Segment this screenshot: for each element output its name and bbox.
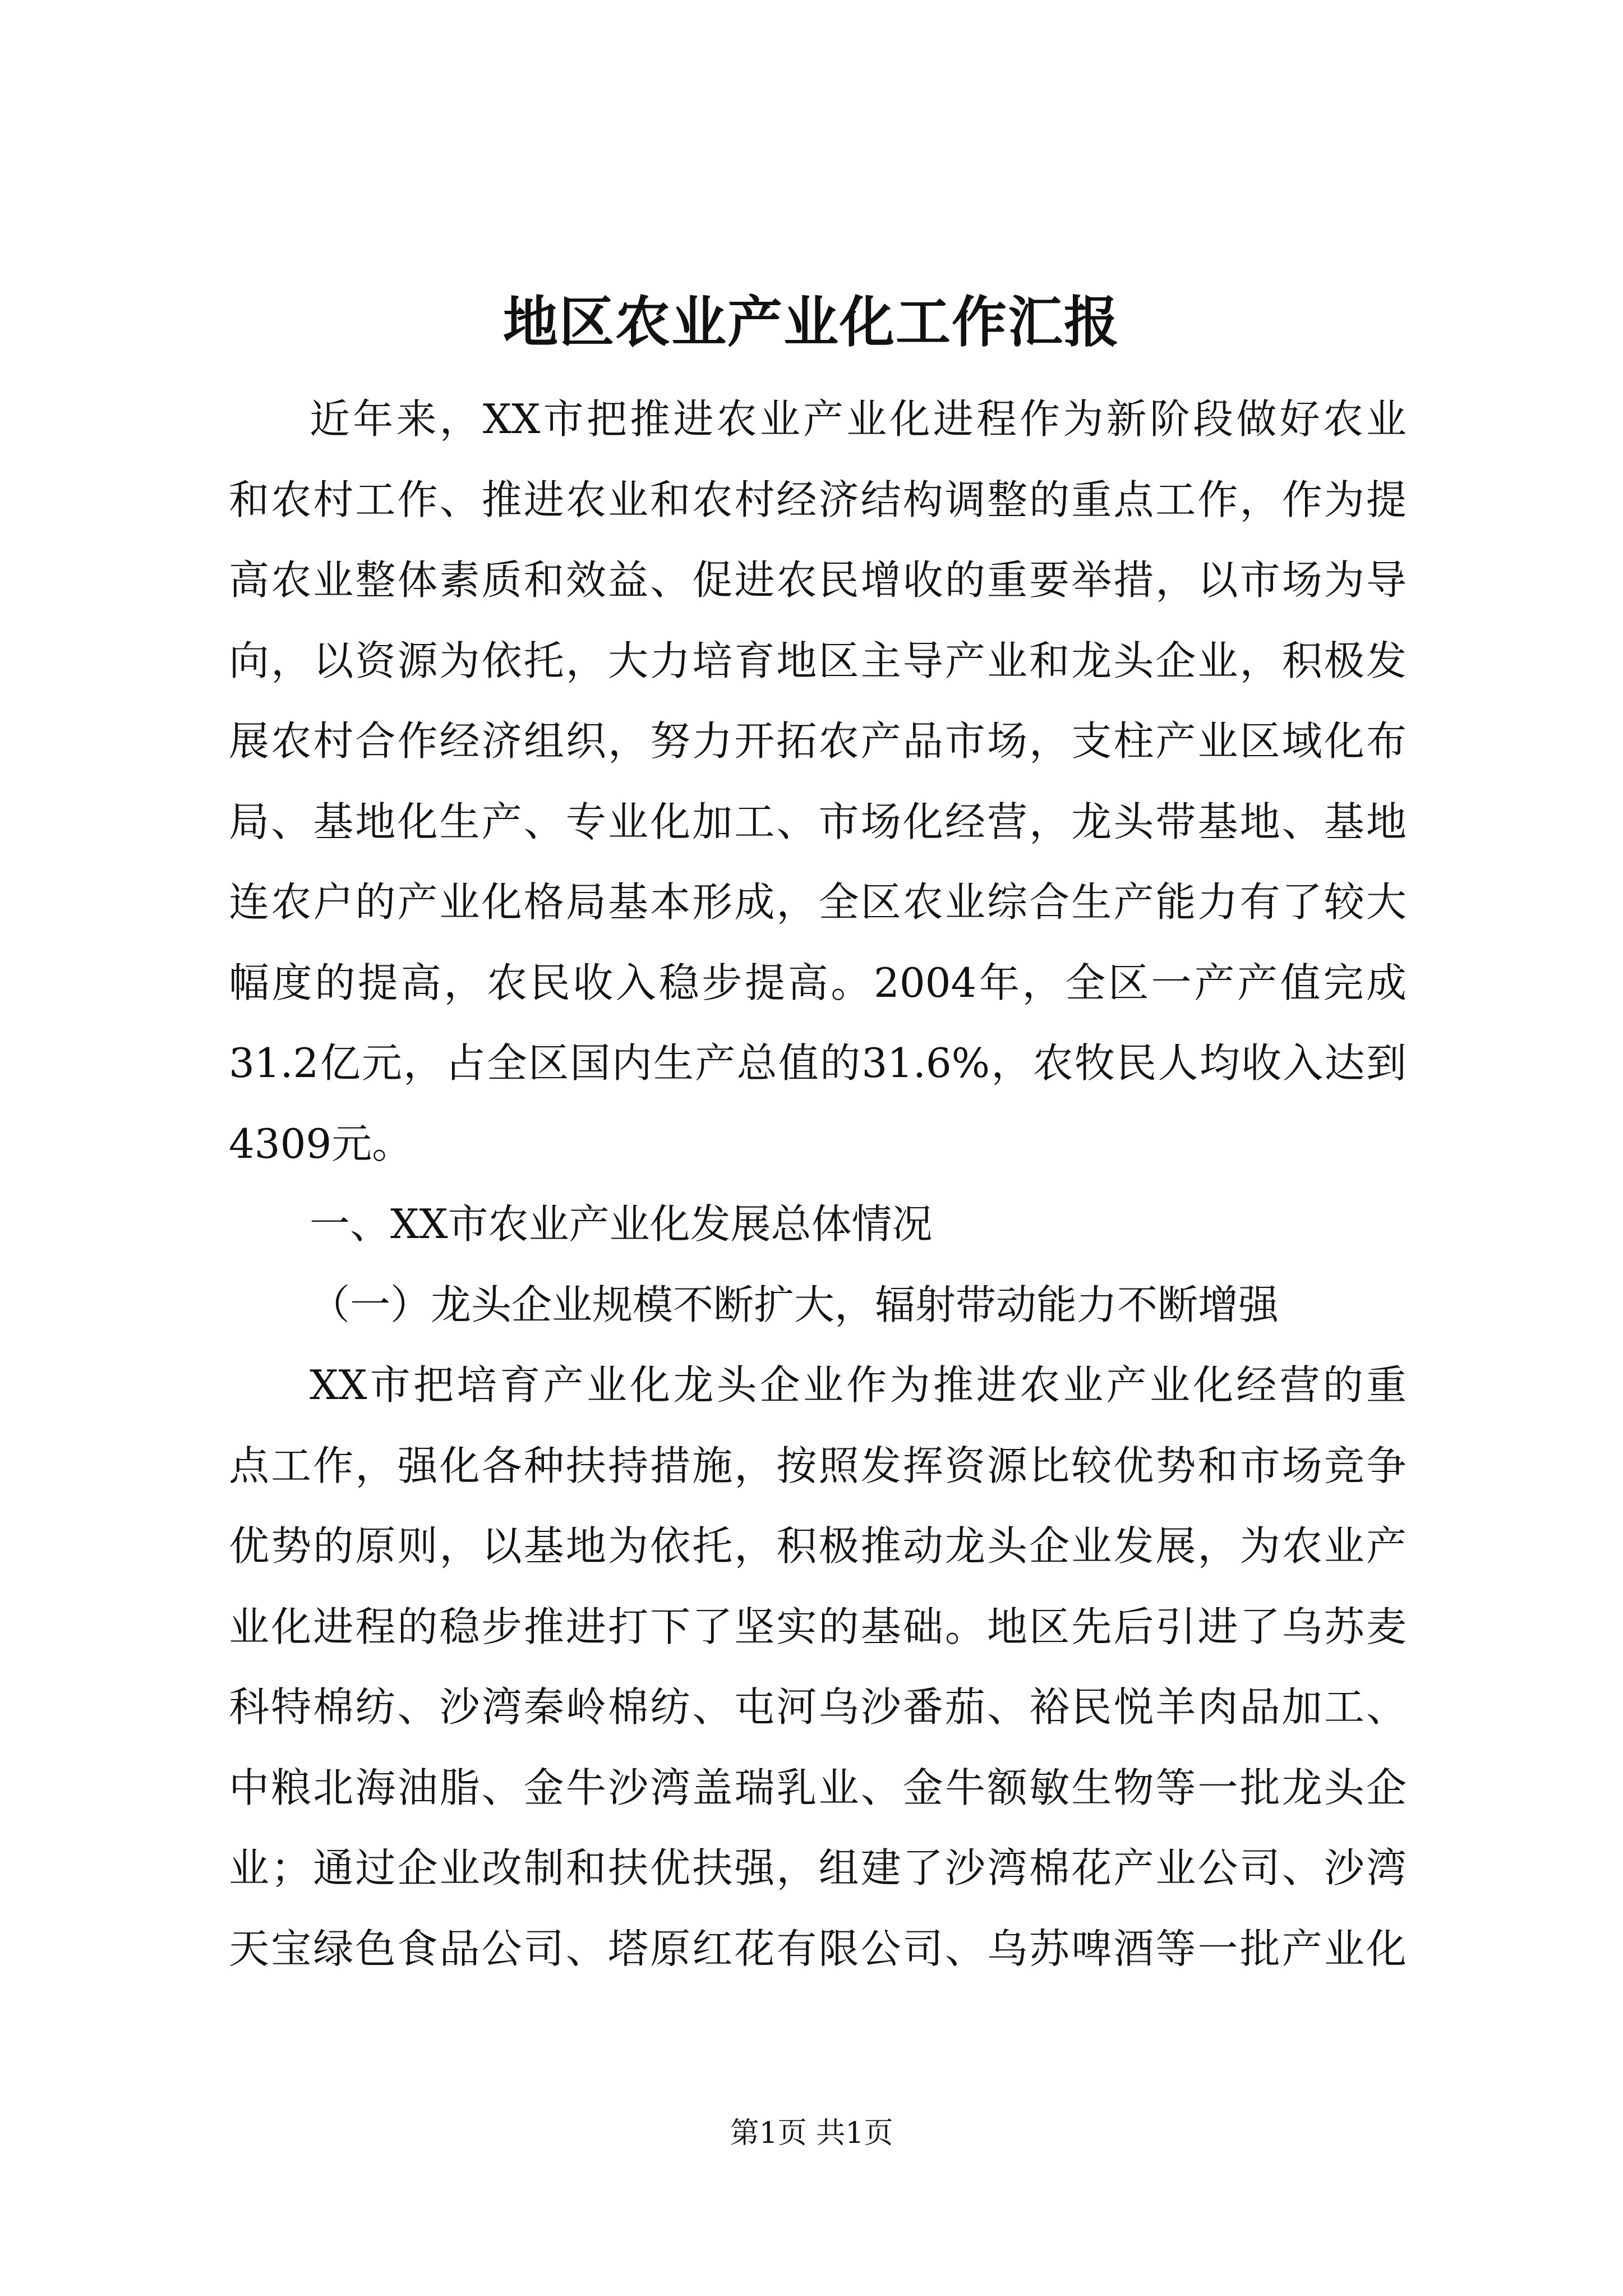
paragraph-line: 优势的原则，以基地为依托，积极推动龙头企业发展，为农业产: [229, 1522, 1407, 1570]
paragraph-line: 连农户的产业化格局基本形成，全区农业综合生产能力有了较大: [229, 878, 1407, 926]
paragraph-line: 业化进程的稳步推进打下了坚实的基础。地区先后引进了乌苏麦: [229, 1603, 1407, 1650]
paragraph-line: 天宝绿色食品公司、塔原红花有限公司、乌苏啤酒等一批产业化: [229, 1925, 1407, 1972]
paragraph-line: XX市把培育产业化龙头企业作为推进农业产业化经营的重: [310, 1361, 1407, 1409]
paragraph-line: 业；通过企业改制和扶优扶强，组建了沙湾棉花产业公司、沙湾: [229, 1844, 1407, 1892]
paragraph-line: 31.2亿元，占全区国内生产总值的31.6%，农牧民人均收入达到: [229, 1039, 1407, 1087]
paragraph-line: 4309元。: [229, 1120, 413, 1167]
paragraph-line: 展农村合作经济组织，努力开拓农产品市场，支柱产业区域化布: [229, 717, 1407, 765]
paragraph-line: 科特棉纺、沙湾秦岭棉纺、屯河乌沙番茄、裕民悦羊肉品加工、: [229, 1683, 1407, 1731]
paragraph-line: 点工作，强化各种扶持措施，按照发挥资源比较优势和市场竞争: [229, 1442, 1407, 1489]
paragraph-line: 局、基地化生产、专业化加工、市场化经营，龙头带基地、基地: [229, 798, 1407, 845]
paragraph-line: 和农村工作、推进农业和农村经济结构调整的重点工作，作为提: [229, 476, 1407, 523]
paragraph-line: 高农业整体素质和效益、促进农民增收的重要举措，以市场为导: [229, 556, 1407, 604]
paragraph-line: 向，以资源为依托，大力培育地区主导产业和龙头企业，积极发: [229, 637, 1407, 684]
document-body: [229, 379, 1407, 1989]
section-heading: 一、XX市农业产业化发展总体情况: [310, 1200, 933, 1248]
paragraph-line: 近年来，XX市把推进农业产业化进程作为新阶段做好农业: [310, 395, 1407, 443]
subsection-heading: （一）龙头企业规模不断扩大，辐射带动能力不断增强: [310, 1281, 1279, 1328]
document-title: 地区农业产业化工作汇报: [502, 290, 1120, 355]
paragraph-line: 幅度的提高，农民收入稳步提高。2004年，全区一产产值完成: [229, 959, 1407, 1006]
page-footer: 第1页 共1页: [730, 2116, 893, 2150]
paragraph-line: 中粮北海油脂、金牛沙湾盖瑞乳业、金牛额敏生物等一批龙头企: [229, 1764, 1407, 1811]
